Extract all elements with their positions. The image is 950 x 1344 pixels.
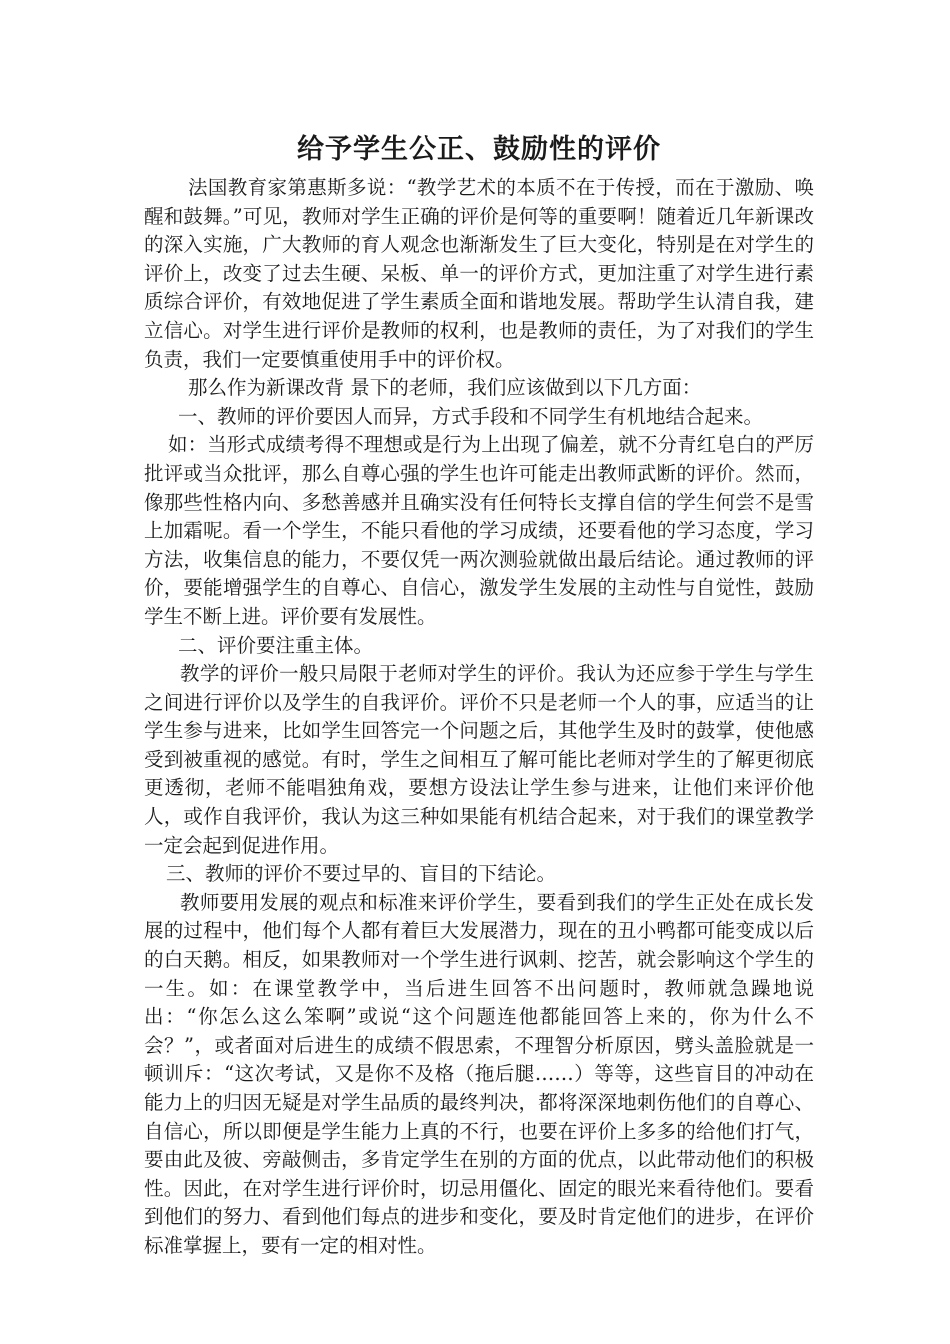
section-heading-2: 二、评价要注重主体。 [178, 633, 374, 657]
paragraph-section-3: 教师要用发展的观点和标准来评价学生，要看到我们的学生正处在成长发展的过程中，他们每个人都有着巨大发展潜力，现在的丑小鸭都可能变成以后的白天鹅。相反，如果教师对一个学生进行讽刺、挖苦，就会影响这个学生的一生。如：在课堂教学中，当后进生回答不出问题时，教师就急躁地说出：“你怎么这么笨啊”或说“这个问题连他都能回答上来的，你为什么不会？”，或者面对后进生的成绩不假思索，不理智分析原因，劈头盖脸就是一顿训斥：“这次考试，又是你不及格（拖后腿……）等等，这些盲目的冲动在能力上的归因无疑是对学生品质的最终判决，都将深深地刺伤他们的自尊心、自信心，所以即便是学生能力上真的不行，也要在评价上多多的给他们打气，要由此及彼、旁敲侧击，多肯定学生在别的方面的优点，以此带动他们的积极性。因此，在对学生进行评价时，切忌用僵化、固定的眼光来看待他们。要看到他们的努力、看到他们每点的进步和变化，要及时肯定他们的进步，在评价标准掌握上，要有一定的相对性。 [144, 890, 814, 1257]
paragraph-intro: 法国教育家第惠斯多说：“教学艺术的本质不在于传授，而在于激励、唤醒和鼓舞。”可见，教师对学生正确的评价是何等的重要啊！随着近几年新课改的深入实施，广大教师的育人观念也渐渐发生了巨大变化，特别是在对学生的评价上，改变了过去生硬、呆板、单一的评价方式，更加注重了对学生进行素质综合评价，有效地促进了学生素质全面和谐地发展。帮助学生认清自我，建立信心。对学生进行评价是教师的权利，也是教师的责任，为了对我们的学生负责，我们一定要慎重使用手中的评价权。 [144, 176, 814, 371]
section-heading-1: 一、教师的评价要因人而异，方式手段和不同学生有机地结合起来。 [178, 404, 764, 428]
paragraph-lead-in: 那么作为新课改背 景下的老师，我们应该做到以下几方面： [188, 376, 702, 400]
paragraph-section-2: 教学的评价一般只局限于老师对学生的评价。我认为还应参于学生与学生之间进行评价以及学生的自我评价。评价不只是老师一个人的事，应适当的让学生参与进来，比如学生回答完一个问题之后，其他学生及时的鼓掌，使他感受到被重视的感觉。有时，学生之间相互了解可能比老师对学生的了解更彻底更透彻，老师不能唱独角戏，要想方设法让学生参与进来，让他们来评价他人，或作自我评价，我认为这三种如果能有机结合起来，对于我们的课堂教学一定会起到促进作用。 [144, 662, 814, 857]
paragraph-section-1: 如：当形式成绩考得不理想或是行为上出现了偏差，就不分青红皂白的严厉批评或当众批评，那么自尊心强的学生也许可能走出教师武断的评价。然而，像那些性格内向、多愁善感并且确实没有任何特长支撑自信的学生何尝不是雪上加霜呢。看一个学生，不能只看他的学习成绩，还要看他的学习态度，学习方法，收集信息的能力，不要仅凭一两次测验就做出最后结论。通过教师的评价，要能增强学生的自尊心、自信心，激发学生发展的主动性与自觉性，鼓励学生不断上进。评价要有发展性。 [144, 433, 814, 628]
section-heading-3: 三、教师的评价不要过早的、盲目的下结论。 [166, 862, 557, 886]
document-page [144, 130, 814, 1261]
document-title: 给予学生公正、鼓励性的评价 [297, 134, 661, 165]
